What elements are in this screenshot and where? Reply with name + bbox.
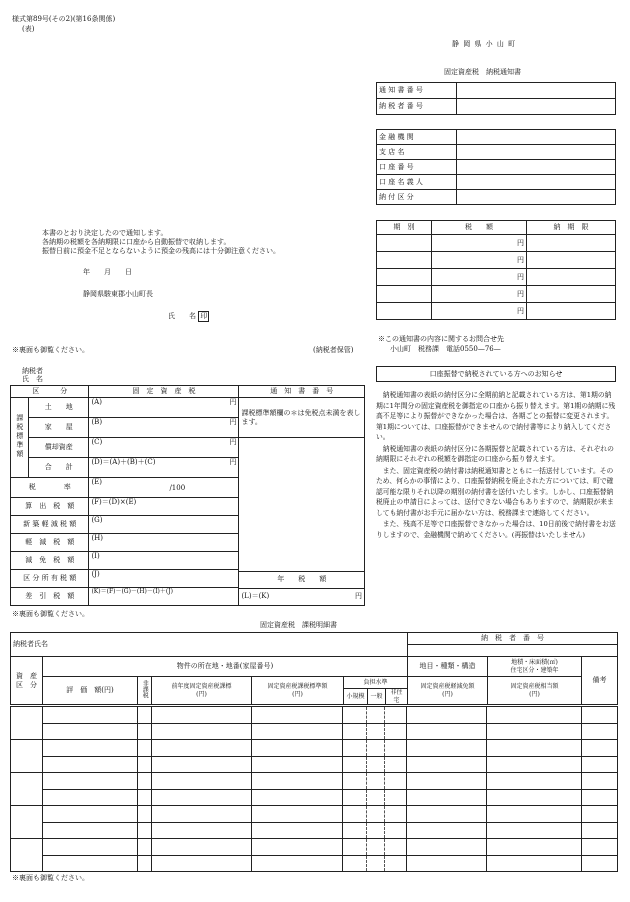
bank-table — [376, 129, 616, 205]
see-back-note: ※裏面も御覧ください。 — [12, 346, 89, 354]
id-table — [376, 82, 616, 115]
issuer-name: 静 岡 県 小 山 町 — [452, 40, 517, 48]
bank-label: 金 融 機 関 — [377, 130, 457, 145]
period-header: 期 別 — [377, 221, 432, 235]
mayor-office: 静岡県駿東郡小山町長 — [83, 290, 153, 298]
form-side: (表) — [22, 25, 35, 33]
reduction-header: 固定資産税軽減免額 (円) — [408, 677, 488, 705]
detail-rows — [10, 706, 618, 872]
detail-row-kubun — [11, 773, 43, 806]
period-table: 期 別 税 額 納 期 限 円 円 円 円 円 — [376, 220, 616, 320]
remarks-header: 備考 — [582, 657, 618, 705]
burden-header: 負担水準 — [344, 677, 408, 689]
asset-kubun-header: 資 産 区 分 — [11, 657, 43, 705]
taxpayer-name-label: 納税者 氏 名 — [22, 367, 43, 384]
detail-title: 固定資産税 課税明細書 — [260, 621, 337, 629]
detail-row-kubun — [11, 707, 43, 740]
notice-no-field — [457, 83, 616, 99]
detail-row-kubun — [11, 806, 43, 839]
area-header: 地積・床面積(㎡) 住宅区分・建築年 — [488, 657, 582, 677]
tax-table: 区 分 固 定 資 産 税 通 知 書 番 号 課税標準額 土 地 (A) 円 課税標準額欄の＊は免税点未満を表します。 家 屋 (B) 円 償却資産 (C) 円 年 税 額 (L)＝(K) 円 合 計 (D)＝(A)＋(B)＋(C) 円 税 率 (E) /100 算 出 税 額 (F)＝(D)×(E) 新 築 軽 減 税 額 (G) 軽 減 税 額 (H) 減 免 税 額 (I) 区 分 所 有 税 額 (J) 差 引 税 額 (K)＝(F)－(G)－(H)－(I)＋(J) — [10, 385, 365, 606]
detail-row-kubun — [11, 740, 43, 773]
detail-see-back-bottom: ※裏面も御覧ください。 — [12, 874, 89, 882]
kazei-label: 課税標準額 — [15, 413, 24, 459]
due-header: 納 期 限 — [527, 221, 616, 235]
taxpayer-keep-note: (納税者保管) — [313, 346, 354, 354]
notice-text: 本書のとおり決定したので通知します。 各納期の税額を各納期限に口座から自動振替で収納します。 振替日前に預金不足とならないように預金の残高には十分御注意ください。 — [42, 229, 280, 255]
account-holder-label: 口 座 名 義 人 — [377, 175, 457, 190]
prev-std-header: 前年度固定資産税課標 (円) — [152, 677, 252, 705]
form-number: 様式第89号(その2)(第16条関係) — [12, 15, 116, 23]
detail-see-back: ※裏面も御覧ください。 — [12, 610, 89, 618]
payment-type-label: 納 付 区 分 — [377, 190, 457, 205]
detail-row-kubun — [11, 839, 43, 872]
notice-date: 年 月 日 — [83, 268, 132, 276]
notice-no-label: 通 知 書 番 号 — [377, 83, 457, 99]
notice-title: 固定資産税 納税通知書 — [444, 68, 521, 76]
tax-amount-header: 固定資産税相当額 (円) — [488, 677, 582, 705]
eval-header: 評 価 額(円) — [43, 677, 138, 705]
std-header: 固定資産税課税標準額 (円) — [252, 677, 344, 705]
detail-taxpayer-name: 納税者氏名 — [11, 633, 408, 657]
contact-line1: ※この通知書の内容に関するお問合せ先 — [378, 335, 504, 343]
land-use-header: 地目・種類・構造 — [408, 657, 488, 677]
taxpayer-no-label: 納 税 者 番 号 — [377, 99, 457, 115]
branch-label: 支 店 名 — [377, 145, 457, 160]
seal-stamp: 印 — [200, 312, 208, 320]
contact-line2: 小山町 税務課 電話0550—76— — [390, 345, 501, 353]
detail-table: 納税者氏名 納 税 者 番 号 資 産 区 分 物件の所在地・地番(家屋番号) 地目・種類・構造 地積・床面積(㎡) 住宅区分・建築年 備考 評 価 額(円) 非課税 前年度固定資産税課標 (円) 固定資産税課税標準額 (円) 負担水準 固定資産税軽減免額 (円) 固定資産税相当額 (円) 小規模 一般 非住宅 — [10, 632, 618, 705]
auto-transfer-title: 口座振替で納税されている方へのお知らせ — [376, 366, 616, 382]
nontax-header: 非課税 — [138, 677, 152, 705]
amount-header: 税 額 — [432, 221, 527, 235]
exempt-note: 課税標準額欄の＊は免税点未満を表します。 — [239, 398, 365, 438]
detail-taxpayer-no: 納 税 者 番 号 — [408, 633, 618, 645]
auto-transfer-text: 納税通知書の表紙の納付区分に全期前納と記載されている方は、第1期の納期に1年間分の固定資産税を御指定の口座から振り替えます。第1期の納期に残高不足等により振替ができなかった場合は、各期ごとの振替に変更されます。第1期については、口座振替ができませんので納付書等により納入してください。 納税通知書の表紙の納付区分に各期振替と記載されている方は、それぞれの納期限にそれぞれの税額を御指定の口座から振り替えます。 また、固定資産税の納付書は納税通知書とともに一括送付しています。そのため、何らかの事情により、口座振替納税を廃止された方については、町で確認可能な限りそれ以降の期別の納付書を送付いたします。しかし、口座振替納税廃止の申請日によっては、送付できない場合もありますので、納期限が来ましても納付書がお手元に届かない方は、税務課まで連絡してください。 また、残高不足等で口座振替できなかった場合は、10日前後で納付書をお送りしますので、金融機関で納めてください。(再振替はいたしません) — [376, 391, 616, 539]
mayor-name: 氏 名 印 — [168, 312, 208, 320]
location-header: 物件の所在地・地番(家屋番号) — [43, 657, 408, 677]
account-no-label: 口 座 番 号 — [377, 160, 457, 175]
taxpayer-no-field — [457, 99, 616, 115]
